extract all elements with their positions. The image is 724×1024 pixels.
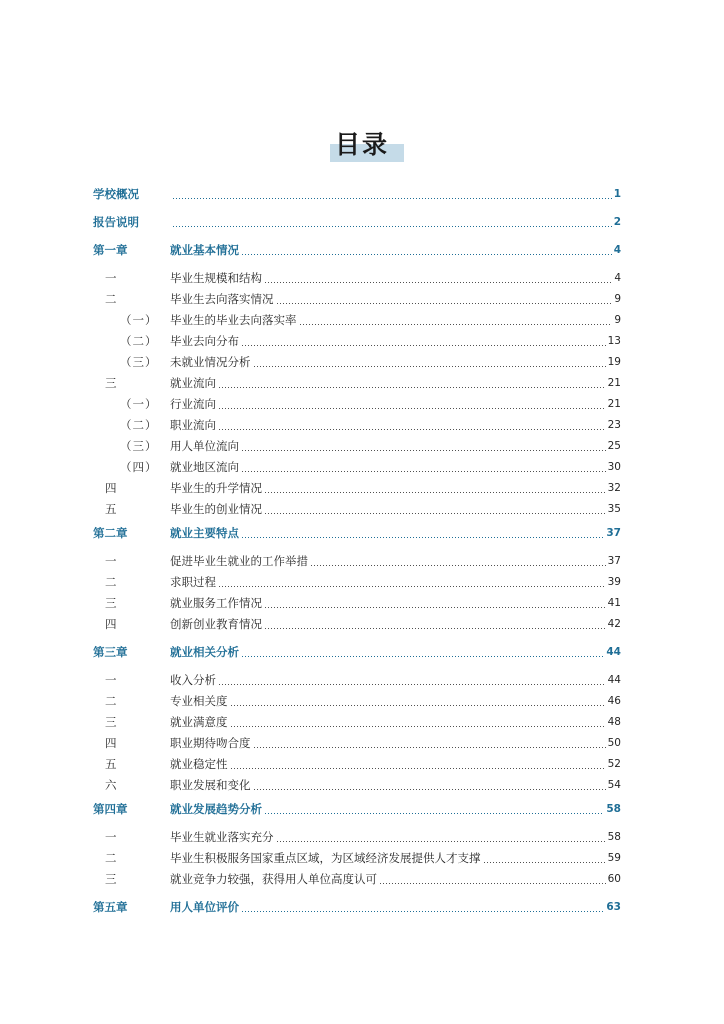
toc-entry-page-number: 13 [607,335,621,347]
toc-dot-leader [299,311,613,329]
toc-entry[interactable] [93,776,621,794]
toc-entry-label: 毕业生的毕业去向落实率 [170,313,297,327]
toc-entry-line [170,332,621,350]
toc-entry[interactable] [93,479,621,497]
toc-entry-label: 毕业生的升学情况 [170,481,262,495]
toc-dot-leader [241,241,612,259]
toc-entry[interactable] [93,290,621,308]
toc-entry-line [170,395,621,413]
toc-entry-label: 毕业生去向落实情况 [170,292,274,306]
toc-entry-number: （二） [120,418,158,432]
toc-entry-line [170,500,621,518]
toc-entry-label: 促进毕业生就业的工作举措 [170,554,308,568]
toc-entry-page-number: 58 [606,803,621,815]
toc-entry-number: 一 [105,271,118,285]
toc-dot-leader [264,479,606,497]
toc-entry-label: 毕业去向分布 [170,334,239,348]
toc-entry-number: （三） [120,439,158,453]
toc-entry-label: 用人单位评价 [170,900,239,914]
toc-dot-leader [241,437,606,455]
toc-entry-label: 未就业情况分析 [170,355,251,369]
toc-entry-label: 就业流向 [170,376,216,390]
toc-entry[interactable] [93,241,621,259]
toc-entry-number: 第二章 [93,526,128,540]
toc-entry-label: 毕业生积极服务国家重点区域，为区域经济发展提供人才支撑 [170,851,481,865]
toc-entry-label: 行业流向 [170,397,216,411]
toc-dot-leader [241,458,606,476]
toc-dot-leader [379,870,606,888]
toc-entry-line [170,374,621,392]
toc-dot-leader [241,524,604,542]
toc-entry-number: 二 [105,851,118,865]
toc-title: 目录 [334,130,389,159]
toc-entry-number: 三 [105,376,118,390]
toc-entry-label: 求职过程 [170,575,216,589]
toc-entry[interactable] [93,213,621,231]
toc-dot-leader [264,269,612,287]
toc-entry-page-number: 19 [607,356,621,368]
toc-entry-label: 专业相关度 [170,694,228,708]
toc-entry-line [170,643,621,661]
toc-dot-leader [241,898,604,916]
toc-entry-line [170,458,621,476]
toc-entry-number: 二 [105,292,118,306]
toc-entry-line [170,849,621,867]
toc-entry-label: 毕业生就业落实充分 [170,830,274,844]
toc-entry-line [170,311,621,329]
toc-entry-label: 就业竞争力较强，获得用人单位高度认可 [170,872,377,886]
toc-entry[interactable] [93,269,621,287]
toc-entry-page-number: 59 [607,852,621,864]
toc-entry-page-number: 23 [607,419,621,431]
toc-entry-number: 学校概况 [93,187,139,201]
toc-entry[interactable] [93,458,621,476]
toc-entry-label: 职业发展和变化 [170,778,251,792]
toc-entry-page-number: 58 [607,831,621,843]
toc-entry-line [170,713,621,731]
toc-entry-page-number: 63 [606,901,621,913]
toc-entry[interactable] [93,353,621,371]
toc-entry-line [170,185,621,203]
toc-entry-line [170,898,621,916]
toc-entry[interactable] [93,594,621,612]
toc-entry-page-number: 50 [607,737,621,749]
toc-entry[interactable] [93,849,621,867]
toc-entry-number: 第一章 [93,243,128,257]
toc-dot-leader [310,552,606,570]
toc-entry-page-number: 37 [606,527,621,539]
toc-entry-number: （三） [120,355,158,369]
toc-entry-page-number: 42 [607,618,621,630]
toc-entry-label: 就业地区流向 [170,460,239,474]
toc-dot-leader [264,500,606,518]
toc-entry[interactable] [93,734,621,752]
toc-entry-label: 用人单位流向 [170,439,239,453]
toc-entry-line [170,213,621,231]
toc-entry-label: 职业期待吻合度 [170,736,251,750]
toc-dot-leader [264,594,606,612]
toc-entry-page-number: 25 [607,440,621,452]
toc-entry-line [170,479,621,497]
toc-entry-number: 二 [105,575,118,589]
toc-entry-line [170,437,621,455]
toc-entry-line [170,776,621,794]
toc-entry-number: 第四章 [93,802,128,816]
toc-dot-leader [253,353,606,371]
toc-entry-line [170,524,621,542]
toc-entry-number: 四 [105,481,118,495]
toc-entry-page-number: 9 [614,293,621,305]
toc-entry-line [170,828,621,846]
toc-entry[interactable] [93,615,621,633]
toc-entry-number: 一 [105,673,118,687]
toc-entry-number: 五 [105,757,118,771]
toc-entry-number: 六 [105,778,118,792]
toc-entry-number: （一） [120,397,158,411]
toc-entry-number: （一） [120,313,158,327]
toc-entry-label: 收入分析 [170,673,216,687]
toc-entry-page-number: 9 [614,314,621,326]
toc-entry-label: 职业流向 [170,418,216,432]
toc-entry-page-number: 48 [607,716,621,728]
toc-dot-leader [241,332,606,350]
toc-entry-line [170,734,621,752]
toc-dot-leader [230,713,606,731]
toc-dot-leader [276,828,606,846]
toc-dot-leader [172,213,612,231]
toc-entry-label: 创新创业教育情况 [170,617,262,631]
toc-entry-page-number: 46 [607,695,621,707]
toc-entry[interactable] [93,828,621,846]
toc-entry-page-number: 4 [613,244,621,256]
toc-entry-page-number: 2 [613,216,621,228]
toc-dot-leader [218,374,606,392]
toc-entry-number: 五 [105,502,118,516]
toc-entry-label: 就业服务工作情况 [170,596,262,610]
toc-entry-line [170,800,621,818]
toc-entry-line [170,594,621,612]
toc-entry-page-number: 54 [607,779,621,791]
toc-entry-line [170,241,621,259]
toc-entry[interactable] [93,395,621,413]
toc-entry[interactable] [93,185,621,203]
toc-entry-number: 二 [105,694,118,708]
toc-entry-line [170,353,621,371]
toc-entry[interactable] [93,416,621,434]
toc-entry[interactable] [93,692,621,710]
toc-entry-label: 就业发展趋势分析 [170,802,262,816]
toc-entry-number: （四） [120,460,158,474]
toc-entry-page-number: 21 [607,398,621,410]
toc-entry-page-number: 52 [607,758,621,770]
toc-entry-line [170,552,621,570]
toc-dot-leader [483,849,606,867]
toc-dot-leader [253,776,606,794]
toc-entry-number: 一 [105,554,118,568]
toc-dot-leader [230,755,606,773]
toc-entry-page-number: 60 [607,873,621,885]
toc-entry-label: 就业相关分析 [170,645,239,659]
toc-entry-label: 毕业生的创业情况 [170,502,262,516]
toc-entry-number: 一 [105,830,118,844]
toc-entry-page-number: 32 [607,482,621,494]
toc-title-block [0,127,724,167]
toc-entry-number: 四 [105,736,118,750]
toc-entry-page-number: 44 [606,646,621,658]
toc-entry[interactable] [93,437,621,455]
toc-entry-label: 就业主要特点 [170,526,239,540]
toc-dot-leader [218,573,606,591]
toc-entry-number: 第五章 [93,900,128,914]
toc-entry-label: 就业稳定性 [170,757,228,771]
toc-entry[interactable] [93,671,621,689]
toc-entry-number: 四 [105,617,118,631]
toc-dot-leader [230,692,606,710]
toc-entry-line [170,416,621,434]
toc-dot-leader [241,643,604,661]
toc-entry-line [170,290,621,308]
toc-entry-page-number: 44 [607,674,621,686]
toc-entry-page-number: 21 [607,377,621,389]
toc-entry-number: 报告说明 [93,215,139,229]
toc-entry-line [170,692,621,710]
toc-entry-line [170,573,621,591]
toc-entry-page-number: 1 [613,188,621,200]
toc-entry[interactable] [93,374,621,392]
toc-entry-page-number: 30 [607,461,621,473]
toc-entry-number: 三 [105,872,118,886]
toc-entry-line [170,755,621,773]
toc-entry[interactable] [93,524,621,542]
toc-dot-leader [218,395,606,413]
toc-entry-line [170,870,621,888]
toc-entry[interactable] [93,552,621,570]
toc-dot-leader [276,290,613,308]
toc-entry[interactable] [93,332,621,350]
toc-entry-number: 三 [105,596,118,610]
toc-entry[interactable] [93,713,621,731]
toc-dot-leader [253,734,606,752]
toc-entry[interactable] [93,755,621,773]
toc-entry[interactable] [93,500,621,518]
toc-entry-line [170,615,621,633]
toc-entry-line [170,269,621,287]
toc-entry[interactable] [93,898,621,916]
toc-entry-label: 就业满意度 [170,715,228,729]
toc-entry-page-number: 35 [607,503,621,515]
toc-entry-page-number: 4 [614,272,621,284]
toc-entry-number: 三 [105,715,118,729]
toc-entry-number: （二） [120,334,158,348]
toc-entry-number: 第三章 [93,645,128,659]
toc-entry-page-number: 39 [607,576,621,588]
toc-entry-page-number: 41 [607,597,621,609]
toc-dot-leader [172,185,612,203]
toc-dot-leader [264,800,604,818]
toc-entry[interactable] [93,643,621,661]
toc-entry[interactable] [93,870,621,888]
toc-dot-leader [218,671,606,689]
toc-entry-label: 毕业生规模和结构 [170,271,262,285]
toc-dot-leader [218,416,606,434]
toc-dot-leader [264,615,606,633]
toc-entry[interactable] [93,573,621,591]
toc-entry-label: 就业基本情况 [170,243,239,257]
toc-entry-page-number: 37 [607,555,621,567]
toc-entry[interactable] [93,311,621,329]
toc-entry[interactable] [93,800,621,818]
toc-entry-line [170,671,621,689]
